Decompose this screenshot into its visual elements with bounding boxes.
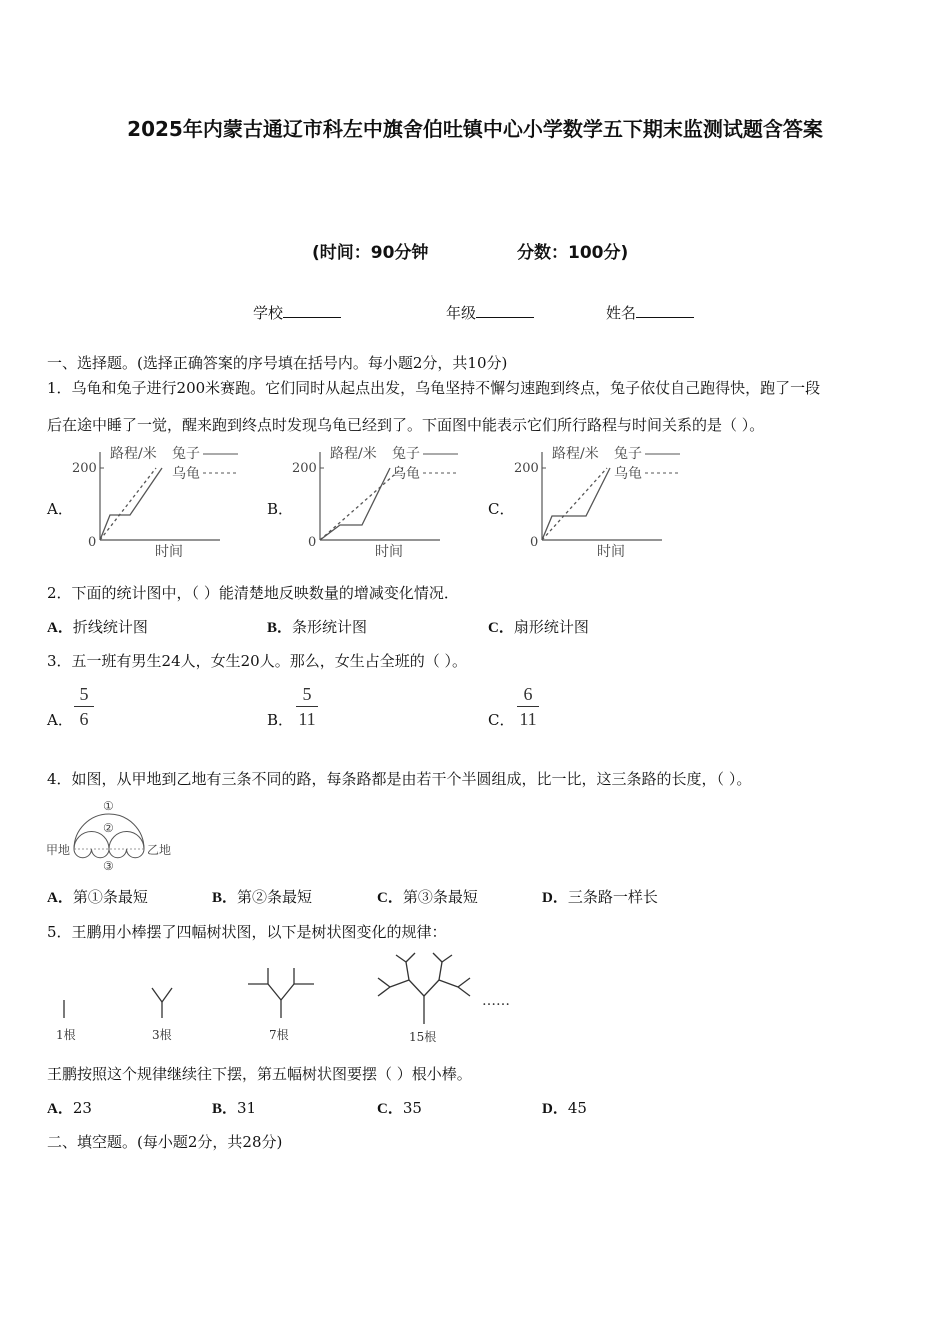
name-field[interactable] [606,302,694,323]
name-blank[interactable] [636,303,694,318]
q3-text: 3．五一班有男生24人，女生20人。那么，女生占全班的（ ）。 [47,652,467,670]
q3-b-numerator: 5 [302,684,312,704]
q1-option-b[interactable]: B． [267,500,294,518]
name-label: 姓名 [606,304,637,322]
q4-end-label: 乙地 [147,843,172,857]
q4-option-c[interactable] [377,886,478,907]
graph-b-ylabel: 路程/米 [330,446,377,462]
q5-option-a[interactable] [47,1097,92,1118]
exam-time: (时间：90分钟 [312,243,429,263]
graph-c-legend-turtle: 乌龟 [614,466,642,482]
graph-c-ytick: 200 [514,461,539,476]
q2-option-c[interactable] [488,616,589,637]
graph-c-xlabel: 时间 [597,544,625,560]
q3-a-numerator: 5 [79,684,89,704]
q1-graph-a [70,440,245,560]
q1-graph-c [512,440,687,560]
graph-c-ylabel: 路程/米 [552,446,599,462]
q4-option-d-label: D． [542,890,568,906]
graph-b-ytick: 200 [292,461,317,476]
q3-option-b[interactable]: B． [267,711,294,729]
graph-c-origin: 0 [530,535,539,550]
q2-option-a[interactable] [47,616,148,637]
exam-score: 分数：100分) [517,243,629,263]
q4-path3-arcs [74,849,144,858]
q4-start-label: 甲地 [46,843,71,857]
graph-a-xlabel: 时间 [155,544,183,560]
graph-b-xlabel: 时间 [375,544,403,560]
graph-b-turtle-line [320,468,402,540]
fraction-bar [296,706,318,707]
tree2-sticks [152,988,172,1018]
tree3-sticks [248,968,314,1018]
tree1-label: 1根 [56,1028,76,1042]
q4-text: 4．如图，从甲地到乙地有三条不同的路，每条路都是由若干个半圆组成，比一比，这三条路的长度，（ ）。 [47,770,752,788]
graph-c-turtle-line [542,468,607,540]
q5-option-c-label: C． [377,1101,403,1117]
q3-c-denominator: 11 [519,709,537,729]
q5-option-a-text: 23 [72,1099,92,1117]
q2-option-b[interactable] [267,616,367,637]
q5-option-d-label: D． [542,1101,568,1117]
q4-diagram [44,796,179,874]
q4-option-a-text: 第①条最短 [72,888,148,906]
q4-option-a-label: A． [47,890,73,906]
tree3-label: 7根 [269,1028,289,1042]
q1-option-a[interactable]: A． [47,500,73,518]
q4-option-b-label: B． [212,890,238,906]
fraction-bar [74,706,94,707]
q2-option-a-text: 折线统计图 [72,618,148,636]
graph-b-legend-rabbit: 兔子 [392,446,420,462]
school-blank[interactable] [283,303,341,318]
q1-line1: 1．乌龟和兔子进行200米赛跑。它们同时从起点出发，乌龟坚持不懈匀速跑到终点，兔子依仗自己跑得快，跑了一段 [47,379,821,397]
q4-option-c-label: C． [377,890,403,906]
q3-option-a-fraction [74,684,94,729]
q5-question: 王鹏按照这个规律继续往下摆，第五幅树状图要摆（ ）根小棒。 [47,1065,472,1083]
grade-blank[interactable] [476,303,534,318]
q3-b-denominator: 11 [298,709,316,729]
grade-field[interactable] [446,302,534,323]
q4-option-d-text: 三条路一样长 [567,888,658,906]
graph-a-legend-turtle: 乌龟 [172,466,200,482]
q4-option-d[interactable] [542,886,658,907]
graph-b-rabbit-line [320,468,390,540]
graph-b-origin: 0 [308,535,317,550]
q2-option-b-label: B． [267,620,293,636]
q5-option-d[interactable] [542,1097,587,1118]
q5-text: 5．王鹏用小棒摆了四幅树状图，以下是树状图变化的规律： [47,923,447,941]
q2-option-c-label: C． [488,620,514,636]
section2-heading: 二、填空题。(每小题2分，共28分) [47,1133,283,1151]
page-title: 2025年内蒙古通辽市科左中旗舍伯吐镇中心小学数学五下期末监测试题含答案 [127,117,823,141]
q4-path3-label: ③ [103,859,114,873]
q4-option-c-text: 第③条最短 [402,888,478,906]
school-label: 学校 [253,304,284,322]
q3-option-c[interactable]: C． [488,711,515,729]
school-field[interactable] [253,302,341,323]
q5-option-b[interactable] [212,1097,256,1118]
q5-trees [44,950,524,1050]
graph-a-ytick: 200 [72,461,97,476]
q5-option-b-label: B． [212,1101,238,1117]
fraction-bar [517,706,539,707]
q5-option-a-label: A． [47,1101,73,1117]
q2-option-a-label: A． [47,620,73,636]
tree4-sticks [378,953,470,1024]
graph-b-legend-turtle: 乌龟 [392,466,420,482]
q2-option-c-text: 扇形统计图 [513,618,589,636]
q3-a-denominator: 6 [79,709,89,729]
q5-option-b-text: 31 [237,1099,257,1117]
q1-graph-b [290,440,465,560]
q3-c-numerator: 6 [523,684,533,704]
q4-option-b-text: 第②条最短 [237,888,313,906]
q3-option-a[interactable]: A． [47,711,73,729]
graph-a-legend-rabbit: 兔子 [172,446,200,462]
grade-label: 年级 [446,304,477,322]
graph-a-turtle-line [100,468,156,540]
q4-option-b[interactable] [212,886,312,907]
graph-a-origin: 0 [88,535,97,550]
q5-option-d-text: 45 [567,1099,587,1117]
tree2-label: 3根 [152,1028,172,1042]
tree-ellipsis: …… [482,993,510,1009]
graph-a-ylabel: 路程/米 [110,446,157,462]
section1-heading: 一、选择题。(选择正确答案的序号填在括号内。每小题2分，共10分) [47,354,508,372]
graph-c-legend-rabbit: 兔子 [614,446,642,462]
q3-option-c-fraction [517,684,539,729]
q5-option-c[interactable] [377,1097,422,1118]
q3-option-b-fraction [296,684,318,729]
q2-option-b-text: 条形统计图 [292,618,368,636]
q4-option-a[interactable] [47,886,148,907]
tree4-label: 15根 [409,1030,437,1044]
q4-path2-label: ② [103,821,114,835]
graph-a-rabbit-line [100,468,162,540]
q1-line2: 后在途中睡了一觉，醒来跑到终点时发现乌龟已经到了。下面图中能表示它们所行路程与时间关系的是（ ）。 [47,416,765,434]
q5-option-c-text: 35 [402,1099,422,1117]
q2-text: 2．下面的统计图中，（ ）能清楚地反映数量的增减变化情况． [47,584,459,602]
q4-path1-label: ① [103,799,114,813]
q1-option-c[interactable]: C． [488,500,515,518]
